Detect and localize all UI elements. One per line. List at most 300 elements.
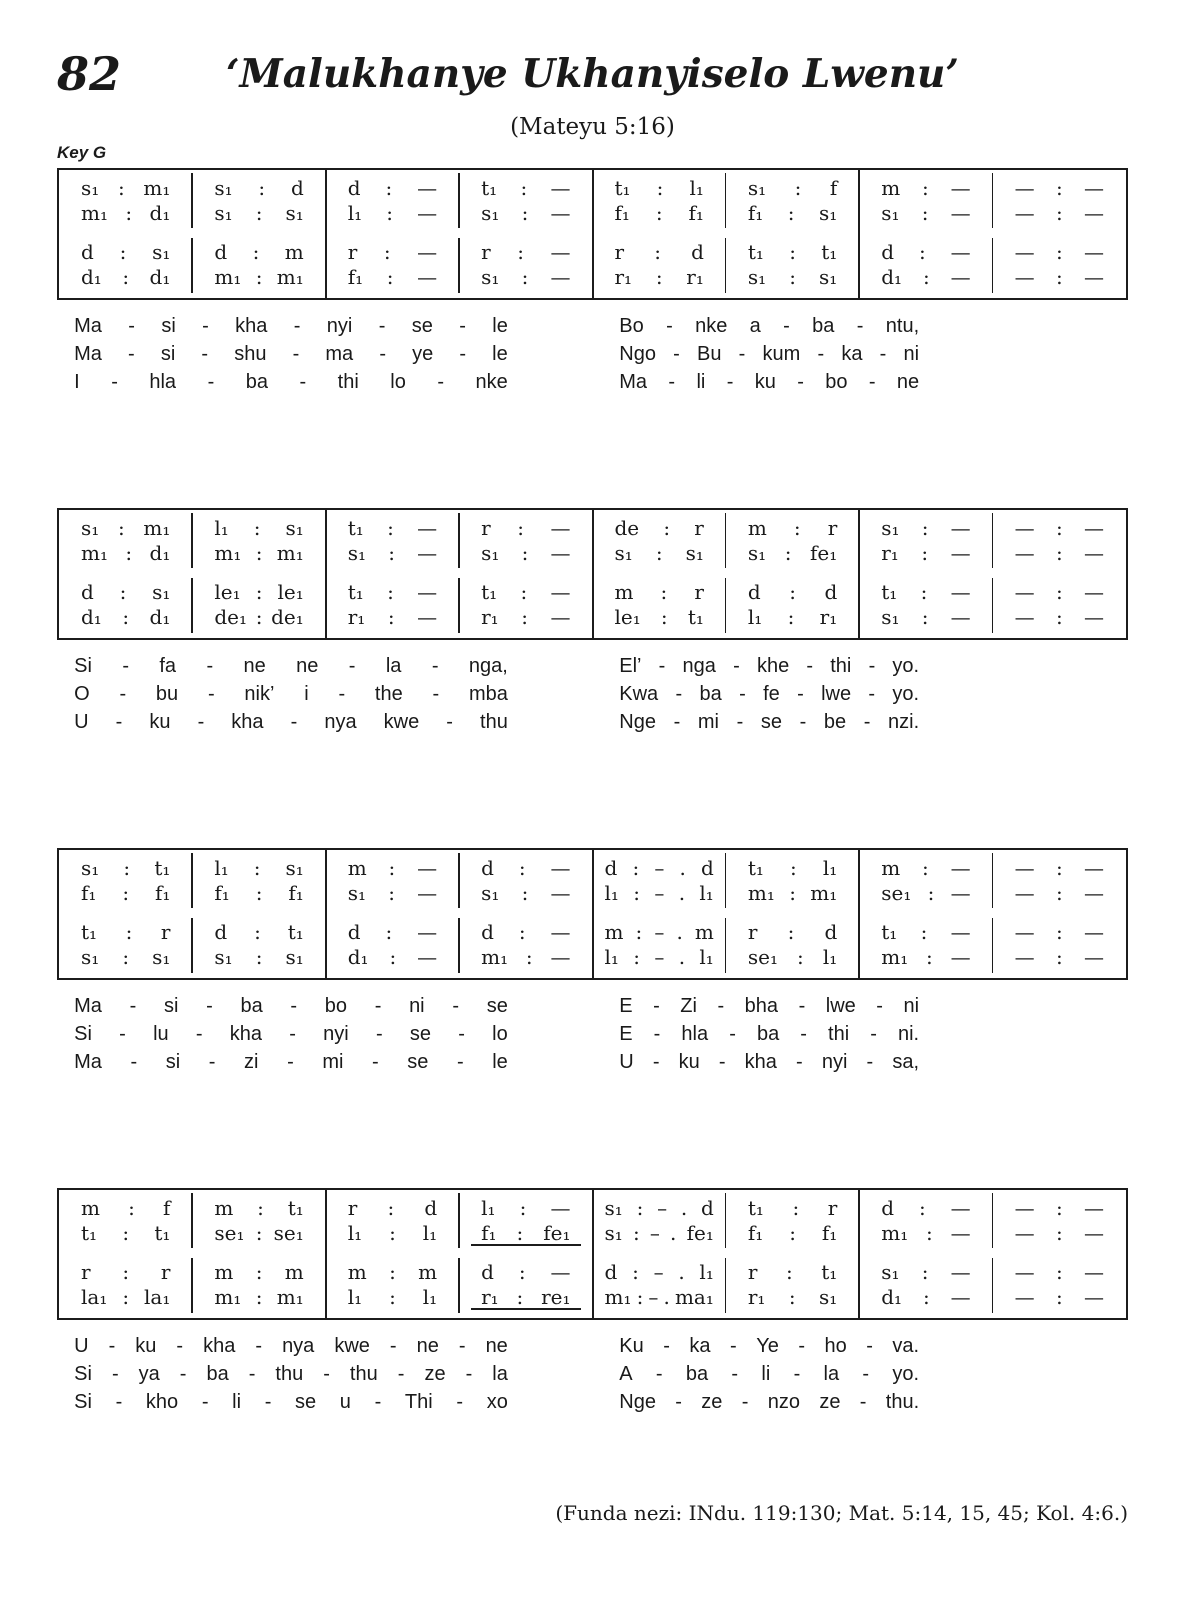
note-token: : — [1055, 201, 1063, 225]
syllable: - — [655, 1362, 663, 1385]
note-token: le₁ — [277, 580, 304, 604]
voice-line — [993, 580, 1126, 605]
note-token: : — [125, 201, 133, 225]
syllable: ne — [485, 1334, 508, 1357]
voice-line — [326, 1221, 459, 1246]
note-token: – — [654, 856, 665, 880]
note-token: : — [255, 1260, 263, 1284]
key-signature: Key G — [57, 143, 107, 162]
voice-line — [326, 176, 459, 201]
syllable: - — [179, 1362, 187, 1385]
voice-line — [192, 920, 325, 945]
syllable: kho — [145, 1390, 179, 1413]
barline-half — [458, 173, 460, 228]
note-token: : — [125, 541, 133, 565]
syllable: - — [800, 1022, 807, 1045]
note-token: : — [1055, 240, 1063, 264]
measure-cell — [459, 176, 592, 226]
note-token: : — [257, 1196, 264, 1220]
syllable: - — [338, 682, 346, 705]
note-token: fe₁ — [809, 541, 838, 565]
syllable: ne — [243, 654, 266, 677]
voice-line — [59, 1285, 192, 1310]
measure-cell — [326, 1196, 459, 1246]
note-token: : — [921, 541, 929, 565]
measure-cell — [326, 176, 459, 226]
note-token: se₁ — [747, 945, 778, 969]
voice-line — [859, 580, 992, 605]
voice-line — [993, 1285, 1126, 1310]
syllable: - — [870, 1022, 877, 1045]
note-token: : — [792, 1196, 800, 1220]
note-token: — — [550, 240, 571, 264]
note-token: . — [678, 945, 686, 969]
voice-line — [593, 605, 726, 630]
note-token: — — [1084, 1221, 1104, 1245]
voice-line — [593, 240, 726, 265]
syllable: sa, — [892, 1050, 920, 1073]
lyric-line — [57, 312, 1128, 340]
note-token: : — [1055, 920, 1063, 944]
syllable: - — [206, 994, 213, 1017]
syllable: El’ — [619, 654, 642, 677]
note-token: s₁ — [481, 265, 500, 289]
syllable: - — [389, 1334, 397, 1357]
syllable: - — [128, 314, 135, 337]
note-token: t₁ — [347, 580, 364, 604]
syllable: - — [375, 1022, 383, 1045]
note-token: le₁ — [614, 605, 641, 629]
music-system-3 — [57, 848, 1128, 1076]
note-token: — — [417, 605, 438, 629]
lyric-phrase-left — [74, 315, 508, 338]
measure-cell — [993, 580, 1126, 630]
note-token: f₁ — [821, 1221, 838, 1245]
voice-line — [459, 881, 592, 906]
voice-line — [726, 240, 859, 265]
lyric-phrase-right — [619, 1023, 919, 1046]
note-token: r₁ — [747, 1285, 766, 1309]
note-token: s₁ — [604, 1221, 623, 1245]
syllable: - — [729, 1022, 736, 1045]
note-token: s₁ — [152, 945, 171, 969]
note-token: : — [254, 920, 261, 944]
syllable: - — [374, 994, 382, 1017]
lyric-phrase-right — [619, 1335, 919, 1358]
note-token: : — [255, 881, 263, 905]
measure-cell — [192, 1196, 325, 1246]
note-token: : — [1055, 580, 1063, 604]
syllable: kum — [762, 342, 801, 365]
syllable: bu — [155, 682, 179, 705]
syllable: - — [868, 682, 876, 705]
lyric-phrase-right — [619, 711, 919, 734]
music-system-4 — [57, 1188, 1128, 1416]
syllable: hla — [149, 370, 177, 393]
note-token: m₁ — [276, 541, 304, 565]
voice-line — [993, 881, 1126, 906]
voice-line — [593, 856, 726, 881]
barline-full — [592, 1190, 594, 1318]
measure-cell — [859, 1260, 992, 1310]
note-token: m₁ — [214, 541, 242, 565]
barline-half — [725, 578, 727, 633]
syllable: - — [207, 682, 215, 705]
syllable: - — [108, 1334, 116, 1357]
note-token: d — [424, 1196, 438, 1220]
syllable: ya — [138, 1362, 160, 1385]
voice-line — [326, 265, 459, 290]
footer-reference: (Funda nezi: INdu. 119:130; Mat. 5:14, 15, 45; Kol. 4:6.) — [555, 1501, 1128, 1525]
note-token: d — [604, 856, 618, 880]
note-token: l₁ — [481, 1196, 496, 1220]
note-token: la₁ — [81, 1285, 108, 1309]
note-token: r — [160, 1260, 171, 1284]
syllable: Si — [74, 1022, 92, 1045]
measure-cell — [459, 920, 592, 970]
voice-line — [993, 945, 1126, 970]
note-token: : — [920, 920, 928, 944]
syllable: nke — [475, 370, 508, 393]
score-block-4 — [57, 1188, 1128, 1320]
syllable: O — [74, 682, 90, 705]
note-token: — — [1014, 856, 1035, 880]
syllable: nga — [682, 654, 716, 677]
voice-line — [326, 945, 459, 970]
syllable: nyi — [323, 1022, 349, 1045]
voice-line — [59, 580, 192, 605]
note-token: d — [481, 920, 494, 944]
note-token: t₁ — [287, 920, 304, 944]
syllable: nik’ — [244, 682, 275, 705]
syllable: - — [264, 1390, 272, 1413]
voice-line — [192, 201, 325, 226]
voice-line — [192, 240, 325, 265]
voice-line — [192, 1285, 325, 1310]
note-token: m — [694, 920, 714, 944]
voice-line — [326, 856, 459, 881]
syllable: li — [761, 1362, 771, 1385]
syllable: thu — [480, 710, 508, 733]
voice-line — [993, 240, 1126, 265]
note-token: : — [123, 856, 131, 880]
note-token: : — [525, 945, 533, 969]
note-token: d₁ — [81, 605, 102, 629]
note-token: d — [881, 1196, 895, 1220]
note-token: s₁ — [881, 605, 900, 629]
note-token: r — [347, 240, 358, 264]
note-token: — — [550, 541, 571, 565]
syllable: nke — [695, 314, 728, 337]
note-token: : — [388, 856, 396, 880]
note-token: — — [417, 516, 438, 540]
syllable: Ye — [756, 1334, 779, 1357]
note-token: : — [255, 580, 263, 604]
barline-full — [858, 1190, 860, 1318]
note-token: — — [417, 920, 438, 944]
note-token: : — [921, 1260, 929, 1284]
note-token: — — [1014, 1196, 1035, 1220]
note-token: s₁ — [747, 176, 767, 200]
note-token: . — [679, 856, 686, 880]
note-token: — — [1084, 856, 1104, 880]
note-token: : — [789, 881, 796, 905]
syllable: - — [793, 1362, 801, 1385]
voice-line — [726, 265, 859, 290]
syllable: - — [446, 710, 453, 733]
note-token: — — [417, 856, 438, 880]
voice-line — [859, 265, 992, 290]
note-token: . — [663, 1285, 670, 1309]
voice-line — [993, 605, 1126, 630]
measure-cell — [459, 1196, 592, 1246]
voice-line — [993, 541, 1126, 566]
syllable: the — [374, 682, 403, 705]
note-token: s₁ — [347, 881, 367, 905]
note-token: l₁ — [214, 856, 229, 880]
voice-line — [993, 201, 1126, 226]
syllable: - — [797, 370, 804, 393]
score-block-2 — [57, 508, 1128, 640]
syllable: Nge — [619, 1390, 656, 1413]
syllable: nya — [324, 710, 357, 733]
syllable: ku — [135, 1334, 157, 1357]
lyric-phrase-left — [74, 343, 508, 366]
note-token: : — [1055, 1196, 1063, 1220]
note-token: : — [521, 605, 528, 629]
syllable: nya — [282, 1334, 315, 1357]
note-token: l₁ — [822, 945, 838, 969]
note-token: : — [785, 1260, 793, 1284]
barline-half — [191, 173, 193, 228]
page-header — [57, 44, 1128, 112]
voice-line — [59, 856, 192, 881]
barline-half — [191, 918, 193, 973]
barline-half — [458, 1193, 460, 1248]
measure-cell — [326, 1260, 459, 1310]
note-token: — — [550, 945, 571, 969]
syllable: ze — [701, 1390, 723, 1413]
syllable: fe — [763, 682, 780, 705]
voice-line — [192, 265, 325, 290]
lyric-line — [57, 1360, 1128, 1388]
syllable: E — [619, 994, 633, 1017]
note-token: d₁ — [149, 541, 171, 565]
syllable: - — [675, 1390, 682, 1413]
note-token: l₁ — [699, 881, 714, 905]
syllable: ni — [409, 994, 425, 1017]
syllable: Bo — [619, 314, 644, 337]
note-token: d — [214, 920, 228, 944]
voice-line — [326, 516, 459, 541]
note-token: : — [253, 516, 261, 540]
note-token: — — [1084, 1260, 1104, 1284]
note-token: — — [1014, 605, 1035, 629]
note-token: : — [922, 265, 930, 289]
syllable: - — [289, 1022, 296, 1045]
syllable: kha — [235, 314, 268, 337]
note-token: r — [481, 240, 491, 264]
note-token: : — [922, 856, 929, 880]
syllable: - — [879, 342, 887, 365]
note-token: t₁ — [687, 605, 704, 629]
syllable: se — [407, 1050, 429, 1073]
syllable: ba — [756, 1022, 780, 1045]
note-token: l₁ — [604, 881, 619, 905]
note-token: — — [1084, 240, 1104, 264]
note-token: f₁ — [747, 201, 764, 225]
note-token: . — [676, 920, 683, 944]
measure-cell — [859, 1196, 992, 1246]
voice-line — [993, 1221, 1126, 1246]
syllable: be — [823, 710, 847, 733]
syllable: Thi — [404, 1390, 433, 1413]
note-token: — — [417, 580, 438, 604]
voice-line — [459, 945, 592, 970]
measure-cell — [859, 920, 992, 970]
note-token: — — [950, 1285, 971, 1309]
syllable: bo — [324, 994, 348, 1017]
voice-line — [459, 920, 592, 945]
voice-line — [59, 265, 192, 290]
voice-line — [993, 1196, 1126, 1221]
barline-half — [992, 578, 994, 633]
note-token: se₁ — [881, 881, 912, 905]
voice-line — [993, 516, 1126, 541]
syllable: ni. — [897, 1022, 920, 1045]
note-token: : — [122, 945, 130, 969]
note-token: r — [827, 1196, 838, 1220]
syllable: - — [668, 370, 676, 393]
syllable: ho — [824, 1334, 847, 1357]
note-token: — — [1084, 516, 1104, 540]
syllable: - — [122, 654, 129, 677]
syllable: ni — [903, 342, 920, 365]
voice-line — [859, 240, 992, 265]
voice-line — [726, 580, 859, 605]
note-token: : — [1055, 881, 1063, 905]
syllable: lu — [153, 1022, 169, 1045]
syllable: - — [119, 682, 127, 705]
note-token: — — [950, 856, 971, 880]
voice-line — [593, 1196, 726, 1221]
syllable: ye — [412, 342, 434, 365]
syllable: shu — [234, 342, 267, 365]
syllable: si — [165, 1050, 181, 1073]
syllable: - — [653, 1022, 661, 1045]
syllable: - — [817, 342, 825, 365]
syllable: - — [378, 314, 386, 337]
note-token: — — [1084, 605, 1104, 629]
syllable: zi — [244, 1050, 259, 1073]
voice-line — [726, 1196, 859, 1221]
note-token: d₁ — [149, 605, 171, 629]
voice-line — [59, 605, 192, 630]
note-token: m — [881, 856, 901, 880]
syllable: Nge — [619, 710, 656, 733]
note-token: : — [789, 265, 796, 289]
syllable: ba — [240, 994, 263, 1017]
syllable: la — [492, 1362, 508, 1385]
note-token: r₁ — [819, 605, 838, 629]
note-token: — — [1084, 265, 1104, 289]
syllable: Ma — [74, 994, 102, 1017]
note-token: — — [1014, 176, 1035, 200]
barline-half — [725, 1258, 727, 1313]
syllable: U — [74, 710, 89, 733]
note-token: m — [614, 580, 634, 604]
note-token: : — [519, 1196, 527, 1220]
note-token: — — [1084, 920, 1104, 944]
note-token: : — [660, 605, 668, 629]
syllable: - — [206, 654, 214, 677]
voice-line — [726, 516, 859, 541]
syllable: - — [652, 1050, 660, 1073]
note-token: . — [670, 1221, 677, 1245]
barline-half — [458, 1258, 460, 1313]
note-token: : — [516, 1221, 524, 1245]
syllable: - — [195, 1022, 203, 1045]
barline-half — [992, 238, 994, 293]
syllable: Si — [74, 1362, 92, 1385]
note-token: : — [784, 541, 792, 565]
note-token: : — [387, 580, 394, 604]
syllable: - — [736, 710, 744, 733]
note-token: — — [1084, 1196, 1104, 1220]
syllable: - — [348, 654, 356, 677]
note-token: s₁ — [604, 1196, 623, 1220]
note-token: d — [604, 1260, 618, 1284]
note-token: s₁ — [881, 516, 900, 540]
voice-line — [593, 881, 726, 906]
voice-line — [859, 920, 992, 945]
note-token: r₁ — [481, 1285, 499, 1309]
syllable: - — [730, 1334, 737, 1357]
note-token: : — [794, 176, 802, 200]
note-token: s₁ — [152, 580, 171, 604]
note-token: le₁ — [214, 580, 241, 604]
note-token: : — [1055, 265, 1063, 289]
syllable: se — [409, 1022, 432, 1045]
syllable: - — [866, 1050, 874, 1073]
note-token: d₁ — [149, 201, 171, 225]
syllable: Ku — [619, 1334, 644, 1357]
syllable: ba — [812, 314, 835, 337]
barline-half — [725, 1193, 727, 1248]
syllable: mi — [697, 710, 719, 733]
note-token: : — [388, 881, 395, 905]
note-token: m₁ — [81, 201, 108, 225]
spacer — [57, 1076, 1128, 1188]
barline-half — [992, 1193, 994, 1248]
measure-cell — [59, 1260, 192, 1310]
syllable: - — [176, 1334, 184, 1357]
spacer — [57, 736, 1128, 848]
note-token: r — [694, 580, 704, 604]
syllable: - — [459, 342, 467, 365]
note-token: : — [790, 856, 797, 880]
syllable: - — [806, 654, 814, 677]
note-token: d — [481, 1260, 494, 1284]
note-token: : — [518, 1260, 526, 1284]
lyric-phrase-left — [74, 1023, 508, 1046]
voice-line — [459, 580, 592, 605]
syllable: - — [741, 1390, 749, 1413]
syllable: se — [295, 1390, 317, 1413]
voice-line — [593, 580, 726, 605]
voice-line — [593, 1285, 726, 1310]
syllable: - — [290, 710, 298, 733]
